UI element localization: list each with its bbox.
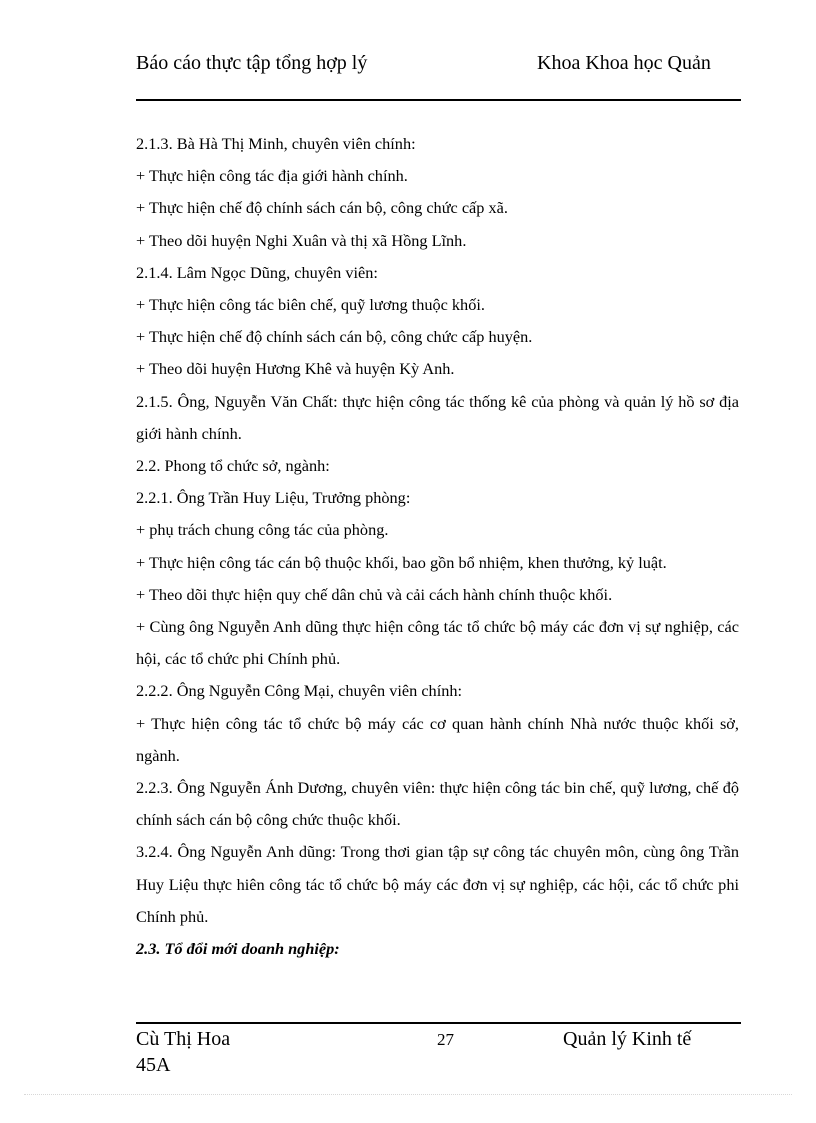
footer-author: Cù Thị Hoa 45A bbox=[136, 1028, 231, 1076]
paragraph: + Thực hiện công tác tổ chức bộ máy các cơ quan hành chính Nhà nước thuộc khối sở, ngành. bbox=[136, 713, 739, 765]
paragraph: + Theo dõi thực hiện quy chế dân chủ và cải cách hành chính thuộc khối. bbox=[136, 584, 613, 604]
page-number: 27 bbox=[437, 1030, 454, 1049]
footer-rule bbox=[136, 1022, 741, 1024]
paragraph: 2.2.3. Ông Nguyễn Ánh Dương, chuyên viên: thực hiện công tác bin chế, quỹ lương, chế độ chính sách cán bộ công chức thuộc khối. bbox=[136, 778, 739, 830]
paragraph: 2.1.5. Ông, Nguyễn Văn Chất: thực hiện công tác thống kê của phòng và quản lý hồ sơ địa giới hành chính. bbox=[136, 391, 739, 443]
paragraph: + Cùng ông Nguyễn Anh dũng thực hiện công tác tổ chức bộ máy các đơn vị sự nghiệp, các hội, các tổ chức phi Chính phủ. bbox=[136, 617, 739, 669]
footer-department: Quản lý Kinh tế bbox=[563, 1028, 692, 1050]
paragraph: 2.2.1. Ông Trần Huy Liệu, Trưởng phòng: bbox=[136, 488, 411, 508]
header-right-text: Khoa Khoa học Quản bbox=[537, 52, 711, 74]
paragraph: + Thực hiện công tác cán bộ thuộc khối, bao gồn bổ nhiệm, khen thưởng, kỷ luật. bbox=[136, 552, 667, 572]
paragraph: 3.2.4. Ông Nguyễn Anh dũng: Trong thơi gian tập sự công tác chuyên môn, cùng ông Trần Huy Liệu thực hiên công tác tổ chức bộ máy các đơn vị sự nghiệp, các hội, các tổ chức phi Chính phủ. bbox=[136, 842, 739, 926]
paragraph: + Thực hiện công tác địa giới hành chính. bbox=[136, 166, 408, 186]
section-heading: 2.3. Tổ đổi mới doanh nghiệp: bbox=[136, 939, 340, 959]
paragraph: + Thực hiện công tác biên chế, quỹ lương thuộc khối. bbox=[136, 295, 485, 315]
paragraph: + Theo dõi huyện Nghi Xuân và thị xã Hồng Lĩnh. bbox=[136, 230, 467, 250]
paragraph: 2.1.4. Lâm Ngọc Dũng, chuyên viên: bbox=[136, 262, 378, 282]
paragraph: + Theo dõi huyện Hương Khê và huyện Kỳ Anh. bbox=[136, 359, 455, 379]
paragraph: + Thực hiện chế độ chính sách cán bộ, công chức cấp xã. bbox=[136, 198, 508, 218]
paragraph: 2.2. Phong tổ chức sở, ngành: bbox=[136, 456, 330, 476]
paragraph: 2.2.2. Ông Nguyễn Công Mại, chuyên viên chính: bbox=[136, 681, 463, 701]
paragraph: + Thực hiện chế độ chính sách cán bộ, công chức cấp huyện. bbox=[136, 327, 533, 347]
header-left-text: Báo cáo thực tập tổng hợp lý bbox=[136, 52, 368, 74]
paragraph: + phụ trách chung công tác của phòng. bbox=[136, 520, 389, 540]
header-rule bbox=[136, 99, 741, 101]
body-text bbox=[136, 128, 739, 965]
paragraph: 2.1.3. Bà Hà Thị Minh, chuyên viên chính: bbox=[136, 134, 416, 153]
page-edge-divider bbox=[24, 1094, 792, 1095]
